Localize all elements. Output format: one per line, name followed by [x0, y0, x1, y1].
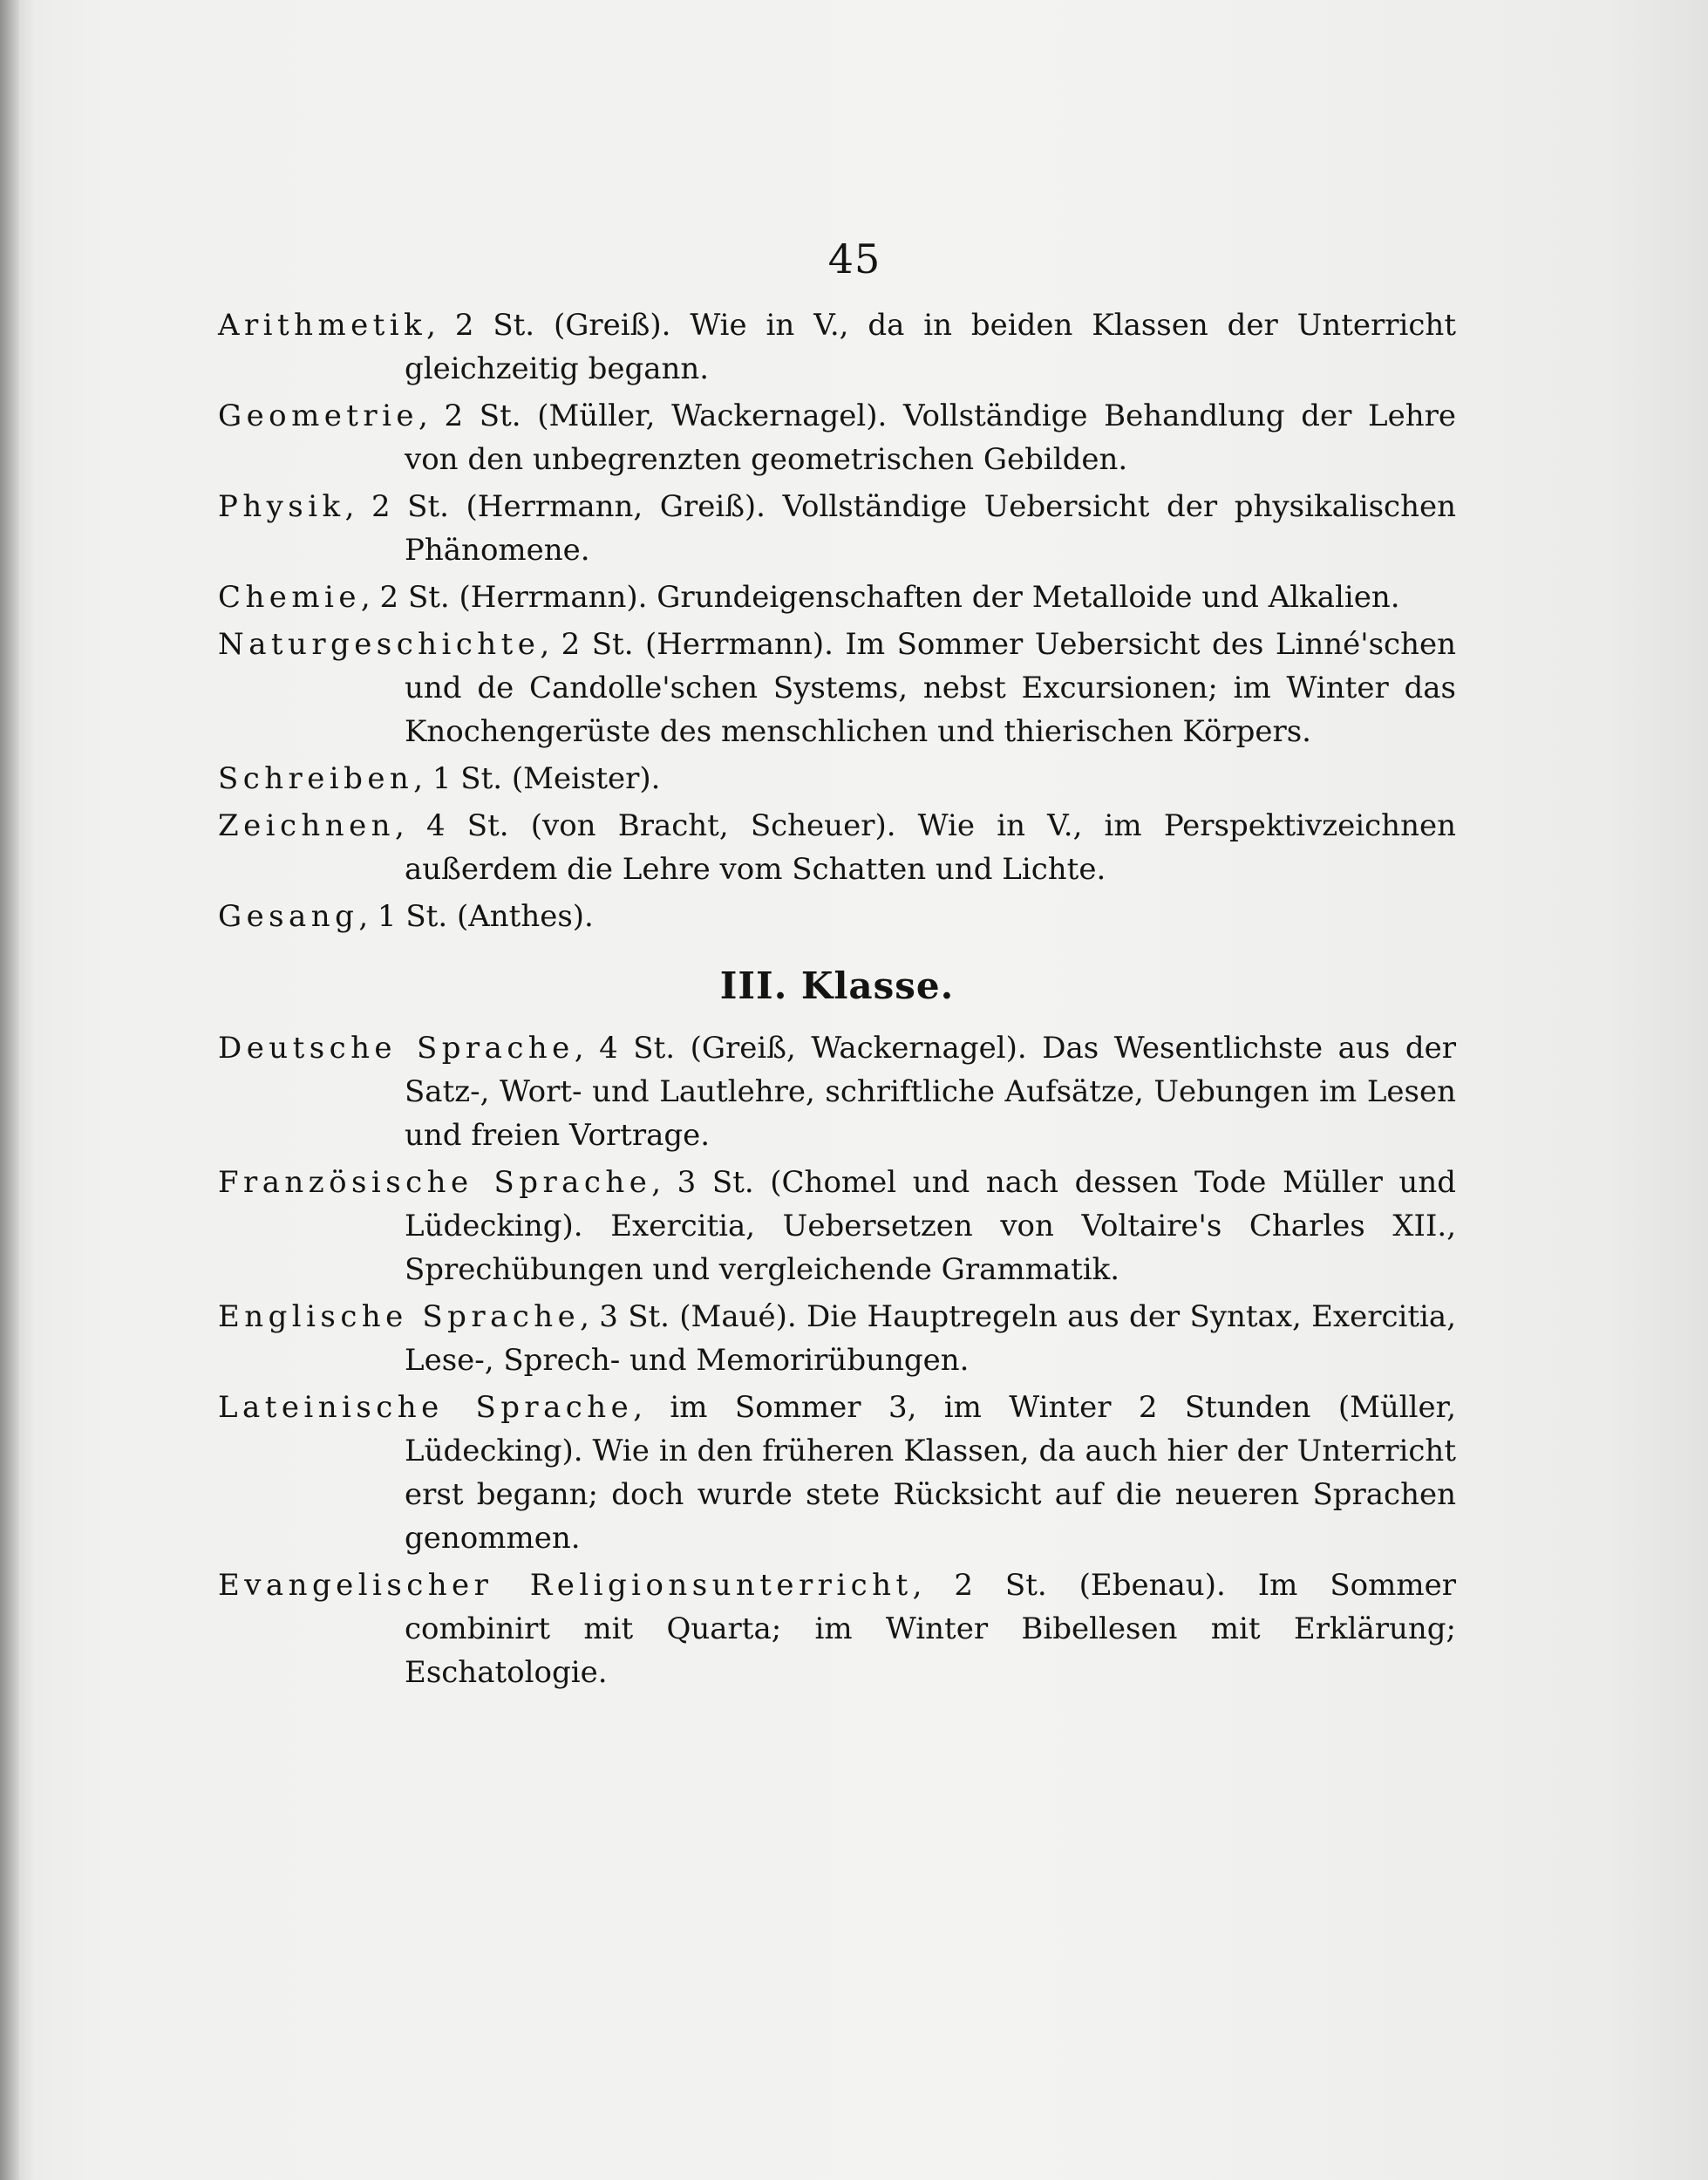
course-entry: [218, 576, 1456, 619]
course-entry: [218, 757, 1456, 800]
course-subject: Physik: [218, 489, 345, 524]
course-subject: Deutsche Sprache: [218, 1031, 575, 1066]
course-description: , 2 St. (Herrmann). Grundeigenschaften der Metalloide und Alkalien.: [360, 580, 1400, 615]
course-subject: Zeichnen: [218, 808, 395, 843]
course-subject: Gesang: [218, 899, 359, 934]
course-description: , 3 St. (Chomel und nach dessen Tode Müller und Lüdecking). Exercitia, Uebersetzen von Voltaire's Charles XII., Sprechübungen und vergleichende Grammatik.: [405, 1165, 1456, 1287]
page-number: 45: [827, 235, 881, 283]
course-entry: [218, 804, 1456, 891]
course-description: , 2 St. (Herrmann). Im Sommer Uebersicht des Linné'schen und de Candolle'schen Systems, nebst Excursionen; im Winter das Knochengerüste des menschlichen und thierischen Körpers.: [405, 627, 1456, 749]
course-entry: [218, 1161, 1456, 1291]
course-entry: [218, 1563, 1456, 1694]
course-description: , 2 St. (Ebenau). Im Sommer combinirt mit Quarta; im Winter Bibellesen mit Erklärung; Eschatologie.: [405, 1568, 1456, 1690]
course-subject: Geometrie: [218, 399, 418, 433]
course-entry: [218, 303, 1456, 391]
course-subject: Chemie: [218, 580, 361, 615]
entries-after-section: [218, 1026, 1456, 1694]
entries-before-section: [218, 303, 1456, 938]
course-description: , 4 St. (Greiß, Wackernagel). Das Wesentlichste aus der Satz-, Wort- und Lautlehre, schriftliche Aufsätze, Uebungen im Lesen und freien Vortrage.: [405, 1031, 1456, 1153]
course-entry: [218, 394, 1456, 481]
course-subject: Lateinische Sprache: [218, 1390, 634, 1425]
course-entry: [218, 1026, 1456, 1157]
course-subject: Evangelischer Religionsunterricht: [218, 1568, 913, 1603]
course-subject: Französische Sprache: [218, 1165, 652, 1200]
page-content: [218, 235, 1456, 1698]
course-description: , 1 St. (Anthes).: [358, 899, 594, 934]
section-heading: III. Klasse.: [719, 964, 955, 1007]
course-description: , im Sommer 3, im Winter 2 Stunden (Müller, Lüdecking). Wie in den früheren Klassen, da auch hier der Unterricht erst begann; doch wurde stete Rücksicht auf die neueren Sprachen genommen.: [405, 1390, 1456, 1556]
course-entry: [218, 623, 1456, 753]
course-description: , 2 St. (Herrmann, Greiß). Vollständige Uebersicht der physikalischen Phänomene.: [344, 489, 1456, 568]
course-description: , 3 St. (Maué). Die Hauptregeln aus der Syntax, Exercitia, Lese-, Sprech- und Memorirübungen.: [405, 1299, 1456, 1378]
course-description: , 2 St. (Müller, Wackernagel). Vollständige Behandlung der Lehre von den unbegrenzten geometrischen Gebilden.: [405, 399, 1456, 477]
course-subject: Englische Sprache: [218, 1299, 581, 1334]
course-entry: [218, 485, 1456, 572]
course-entry: [218, 895, 1456, 938]
course-subject: Naturgeschichte: [218, 627, 541, 662]
course-subject: Schreiben: [218, 761, 414, 796]
page-binding-edge: [0, 0, 19, 2180]
course-entry: [218, 1295, 1456, 1382]
course-subject: Arithmetik: [218, 308, 427, 343]
course-entry: [218, 1386, 1456, 1560]
course-description: , 1 St. (Meister).: [413, 761, 661, 796]
course-description: , 2 St. (Greiß). Wie in V., da in beiden Klassen der Unterricht gleichzeitig begann.: [405, 308, 1456, 386]
course-description: , 4 St. (von Bracht, Scheuer). Wie in V., im Perspektivzeichnen außerdem die Lehre vom Schatten und Lichte.: [395, 808, 1456, 887]
